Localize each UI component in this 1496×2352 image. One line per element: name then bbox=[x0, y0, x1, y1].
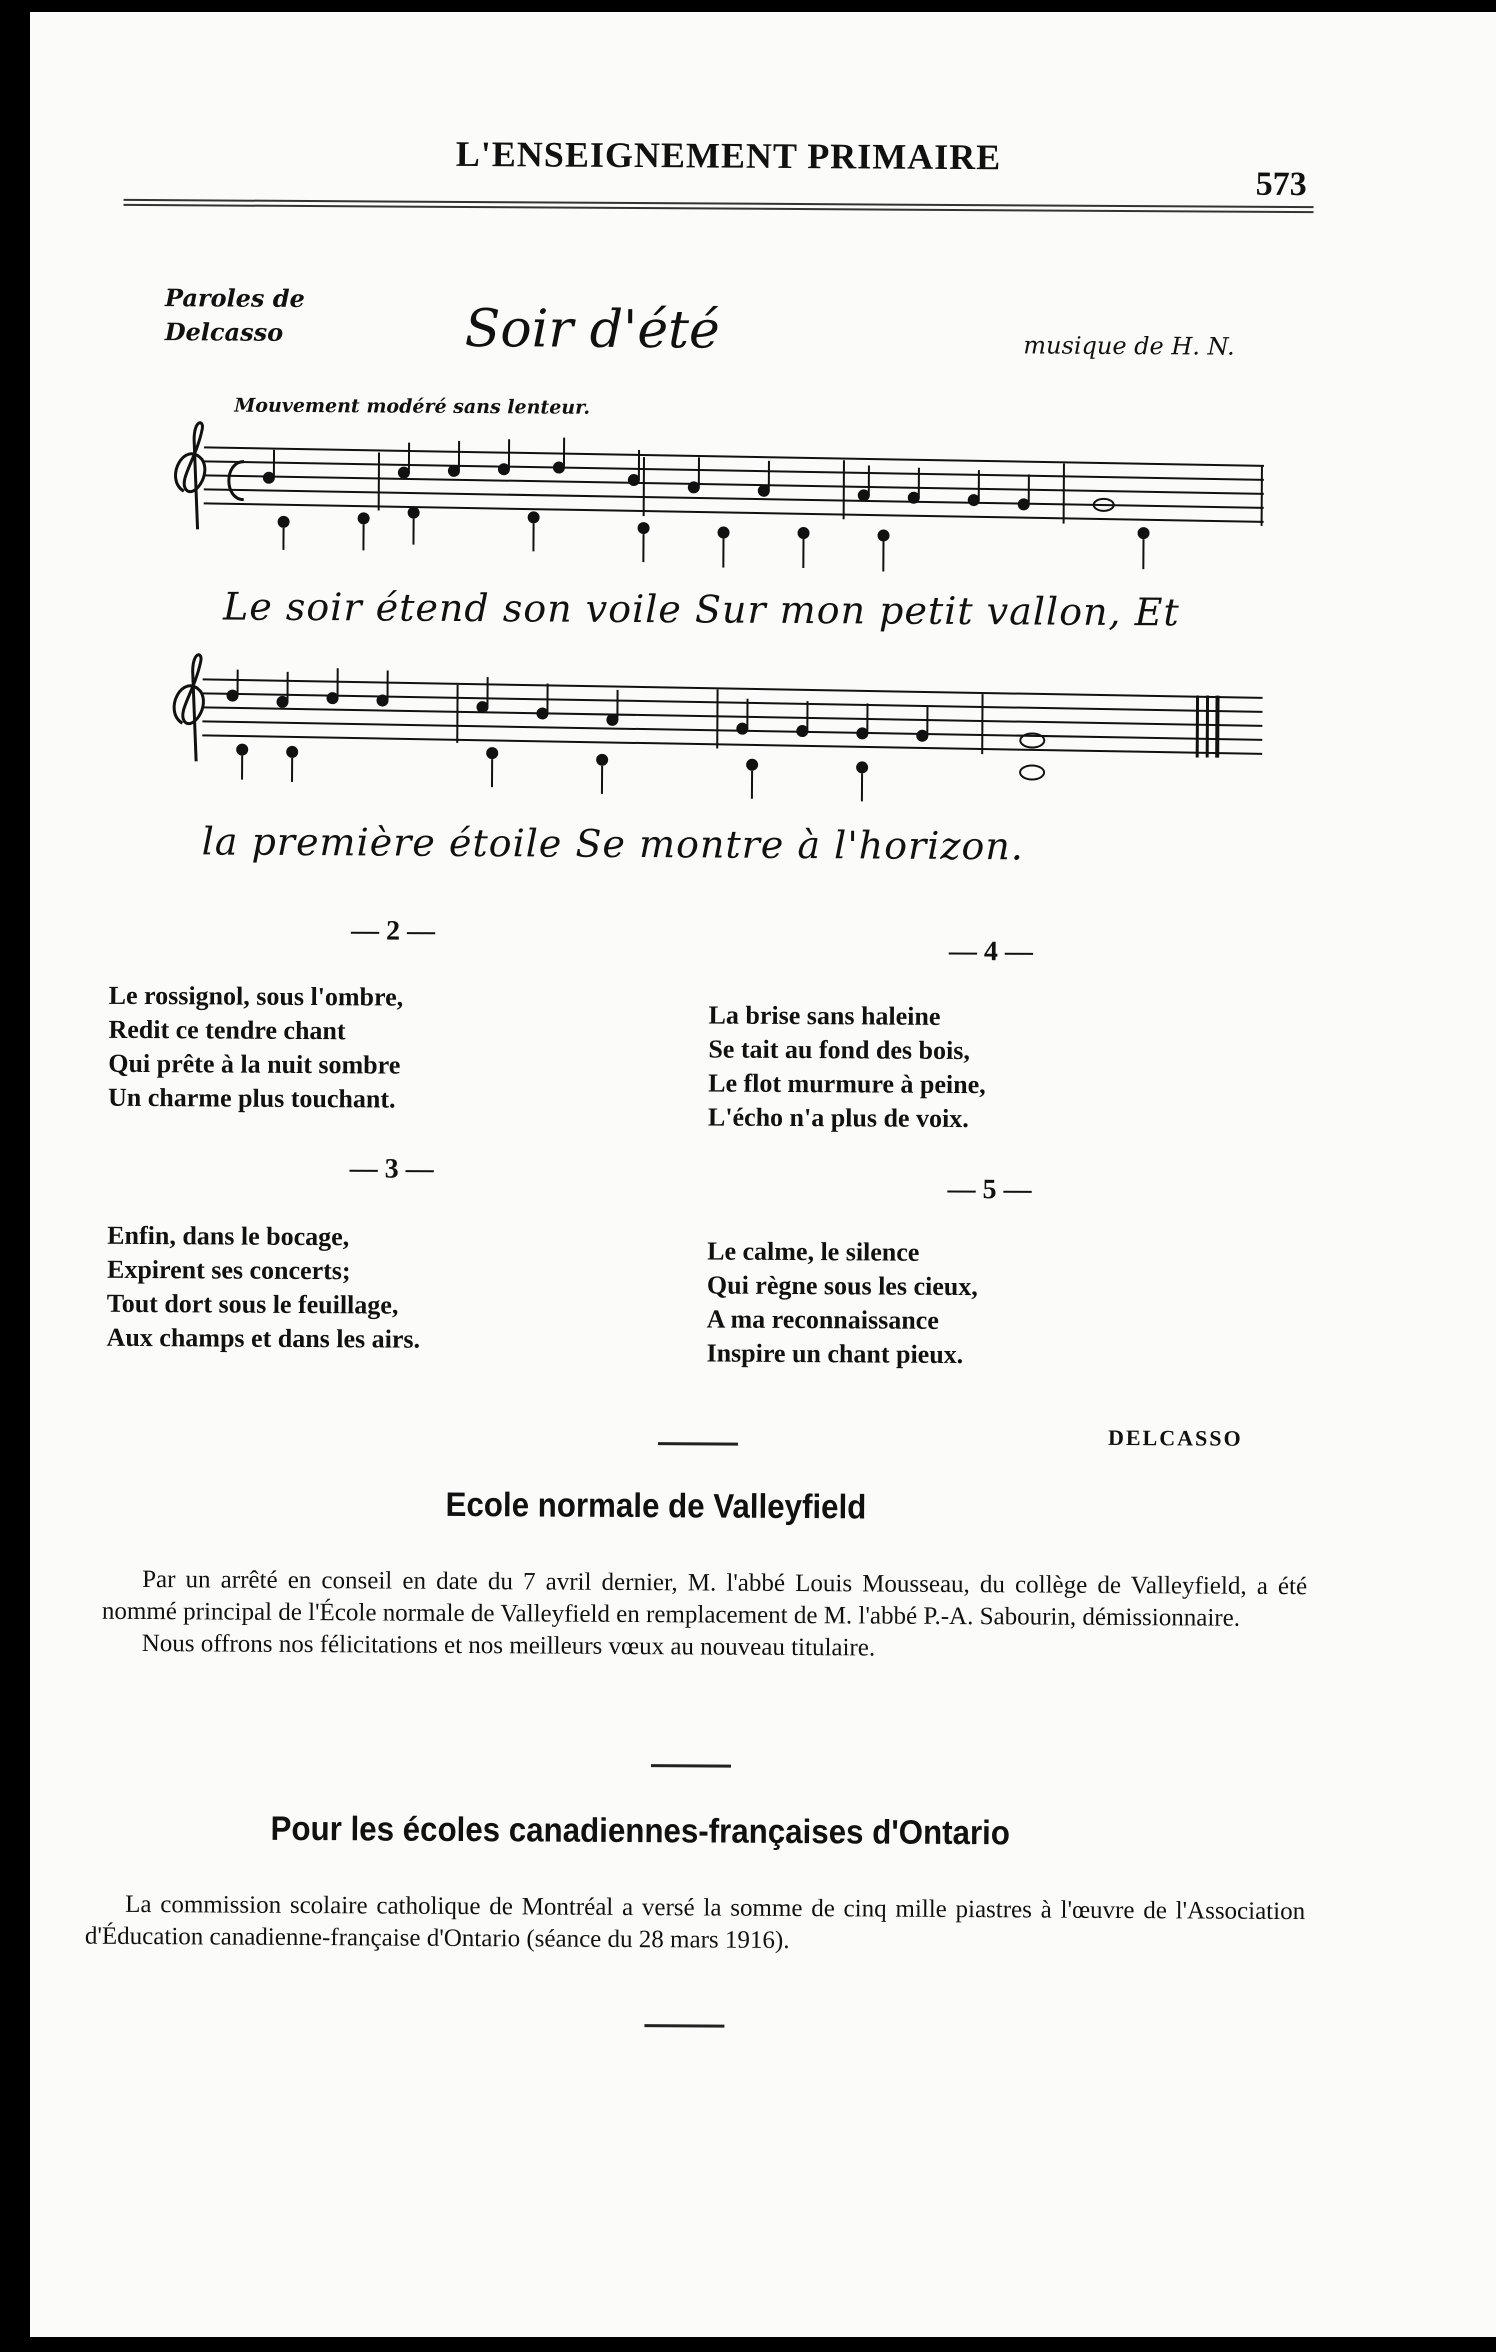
verse-line: Redit ce tendre chant bbox=[108, 1014, 346, 1046]
verse-line: Inspire un chant pieux. bbox=[706, 1338, 964, 1370]
composer-credit: musique de H. N. bbox=[1023, 331, 1235, 361]
verse-block bbox=[706, 1234, 978, 1372]
verse-line: Aux champs et dans les airs. bbox=[106, 1322, 421, 1354]
song-title: Soir d'été bbox=[464, 298, 720, 361]
verse-line: Qui prête à la nuit sombre bbox=[108, 1048, 401, 1080]
verse-block bbox=[708, 998, 986, 1136]
lyrics-line-2: la première étoile Se montre à l'horizon. bbox=[201, 819, 1024, 869]
verse-line: Enfin, dans le bocage, bbox=[107, 1220, 350, 1252]
tempo-marking: Mouvement modéré sans lenteur. bbox=[234, 394, 591, 419]
verse-line: Expirent ses concerts; bbox=[106, 1254, 351, 1286]
verse-number: — 3 — bbox=[349, 1153, 434, 1185]
verse-number: — 4 — bbox=[948, 935, 1034, 968]
section-body bbox=[102, 1564, 1308, 1667]
section-divider bbox=[644, 2024, 724, 2027]
verse-line: Tout dort sous le feuillage, bbox=[106, 1288, 399, 1320]
lyrics-line-1: Le soir étend son voile Sur mon petit vallon, Et bbox=[222, 584, 1180, 635]
verse-block bbox=[107, 1219, 421, 1357]
section-title: Ecole normale de Valleyfield bbox=[445, 1485, 867, 1527]
verse-line: Un charme plus touchant. bbox=[107, 1082, 396, 1114]
scanned-page bbox=[30, 12, 1496, 2337]
verse-number: — 2 — bbox=[351, 915, 436, 947]
paragraph: Nous offrons nos félicitations et nos meilleurs vœux au nouveau titulaire. bbox=[141, 1630, 876, 1662]
paragraph: Par un arrêté en conseil en date du 7 avril dernier, M. l'abbé Louis Mousseau, du collège de Valleyfield, a été nommé principal de l'École normale de Valleyfield en remplacement de M. l'abbé P.-A. Sabourin, démissionnaire. bbox=[101, 1566, 1308, 1632]
lyricist-credit: Paroles de Delcasso bbox=[164, 283, 305, 347]
section-divider bbox=[658, 1442, 738, 1445]
section-body bbox=[85, 1889, 1305, 1960]
verse-line: Se tait au fond des bois, bbox=[708, 1034, 970, 1066]
verse-line: La brise sans haleine bbox=[708, 1000, 941, 1031]
verse-line: Le flot murmure à peine, bbox=[708, 1068, 986, 1100]
verse-block bbox=[108, 979, 403, 1117]
staff-2 bbox=[202, 679, 1262, 757]
section-divider bbox=[651, 1764, 731, 1767]
signature: DELCASSO bbox=[1107, 1424, 1243, 1451]
verse-number: — 5 — bbox=[947, 1173, 1032, 1206]
paragraph: La commission scolaire catholique de Montréal a versé la somme de cinq mille piastres à l'œuvre de l'Association d'Éducation canadienne-française d'Ontario (séance du 28 mars 1916). bbox=[84, 1890, 1306, 1954]
section-title: Pour les écoles canadiennes-françaises d'Ontario bbox=[270, 1809, 1011, 1853]
verse-line: Le calme, le silence bbox=[707, 1236, 920, 1267]
verse-line: Le rossignol, sous l'ombre, bbox=[108, 980, 404, 1012]
verse-line: A ma reconnaissance bbox=[706, 1304, 939, 1335]
verse-line: Qui règne sous les cieux, bbox=[706, 1270, 978, 1302]
verse-line: L'écho n'a plus de voix. bbox=[707, 1102, 969, 1134]
page-number: 573 bbox=[1255, 165, 1307, 204]
running-head: L'ENSEIGNEMENT PRIMAIRE bbox=[455, 133, 1002, 178]
header-rule bbox=[124, 199, 1314, 213]
